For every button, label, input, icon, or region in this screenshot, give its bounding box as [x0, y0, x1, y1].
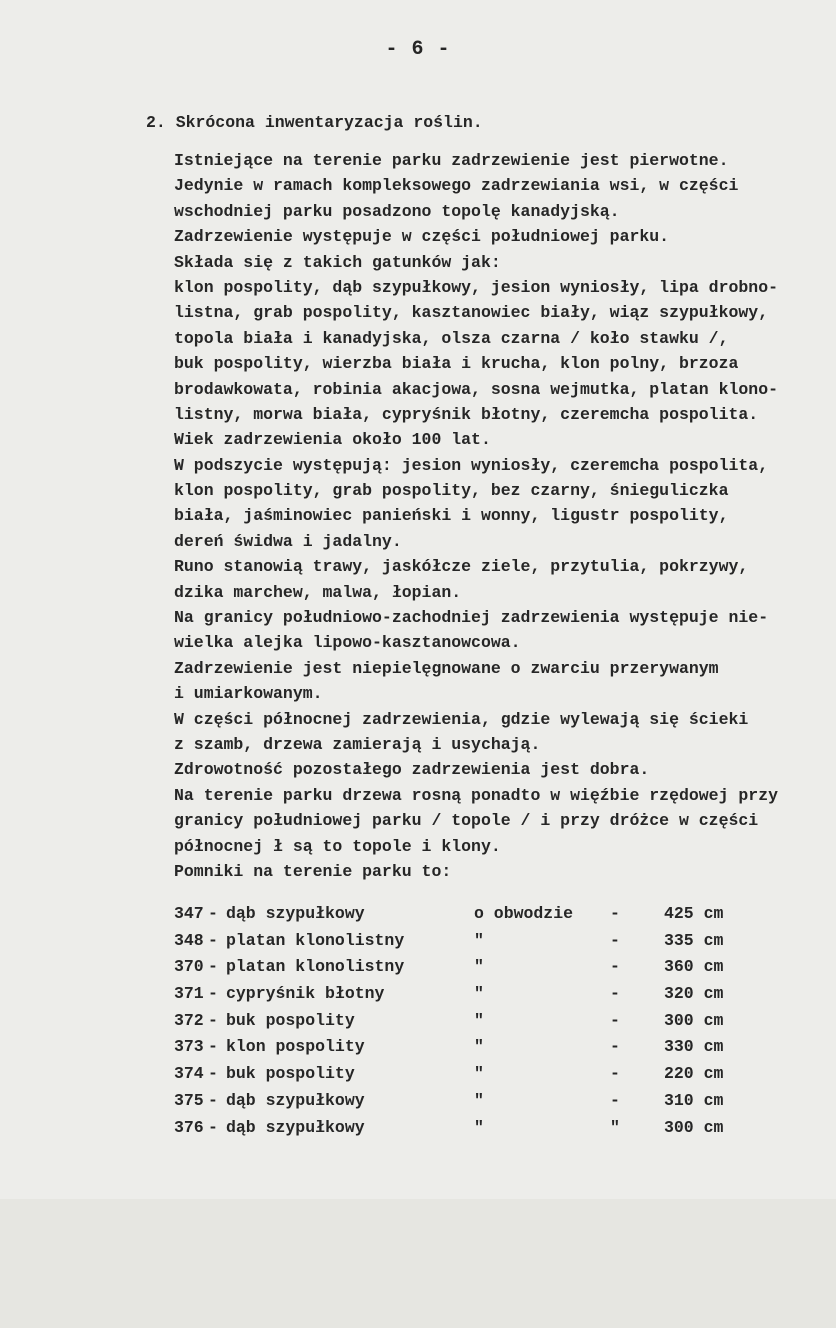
text-line: Jedynie w ramach kompleksowego zadrzewiania wsi, w części — [174, 176, 739, 196]
monument-separator: - — [610, 1064, 620, 1084]
monument-row — [174, 1061, 774, 1088]
text-line: Zdrowotność pozostałego zadrzewienia jest dobra. — [174, 760, 650, 780]
monument-species: buk pospolity — [226, 1010, 355, 1030]
monument-separator: - — [610, 1037, 620, 1057]
text-line: granicy południowej parku / topole / i przy dróżce w części — [174, 811, 759, 831]
monument-row — [174, 1034, 774, 1061]
monument-dash: - — [208, 1037, 218, 1057]
monument-species: dąb szypułkowy — [226, 1117, 365, 1137]
text-line: Na granicy południowo-zachodniej zadrzewienia występuje nie- — [174, 608, 769, 628]
monument-number: 372 — [174, 1010, 204, 1030]
text-line: północnej ł są to topole i klony. — [174, 836, 501, 856]
text-line: buk pospolity, wierzba biała i krucha, klon polny, brzoza — [174, 354, 739, 374]
monument-note: " — [474, 1090, 484, 1110]
monument-note: " — [474, 957, 484, 977]
monument-species: dąb szypułkowy — [226, 904, 365, 923]
text-line: W części północnej zadrzewienia, gdzie wylewają się ścieki — [174, 709, 749, 729]
text-line: i umiarkowanym. — [174, 684, 323, 704]
text-line: wielka alejka lipowo-kasztanowcowa. — [174, 633, 521, 653]
text-line: Zadrzewienie jest niepielęgnowane o zwarciu przerywanym — [174, 658, 719, 678]
monument-dash: - — [208, 930, 218, 950]
text-line: wschodniej parku posadzono topolę kanadyjską. — [174, 201, 620, 221]
monument-note: " — [474, 930, 484, 950]
monument-separator: - — [610, 1010, 620, 1030]
monument-dash: - — [208, 984, 218, 1004]
text-line: listny, morwa biała, cypryśnik błotny, czeremcha pospolita. — [174, 404, 759, 424]
monument-species: cypryśnik błotny — [226, 984, 385, 1004]
monument-separator: " — [610, 1117, 620, 1137]
monument-row — [174, 981, 774, 1008]
monument-number: 348 — [174, 930, 204, 950]
text-line: listna, grab pospolity, kasztanowiec biały, wiąz szypułkowy, — [174, 303, 769, 323]
section-heading: 2. Skrócona inwentaryzacja roślin. — [146, 113, 483, 132]
monument-separator: - — [610, 957, 620, 977]
monument-row — [174, 928, 774, 955]
monument-number: 347 — [174, 904, 204, 923]
body-text — [174, 148, 814, 884]
monument-separator: - — [610, 904, 620, 923]
monument-dash: - — [208, 1117, 218, 1137]
text-line: Na terenie parku drzewa rosną ponadto w więźbie rzędowej przy — [174, 785, 778, 805]
monument-row — [174, 1088, 774, 1115]
monument-dash: - — [208, 1090, 218, 1110]
monument-circumference: 300 cm — [664, 1117, 724, 1137]
monument-dash: - — [208, 1010, 218, 1030]
text-line: dereń świdwa i jadalny. — [174, 531, 402, 551]
text-line: z szamb, drzewa zamierają i usychają. — [174, 734, 541, 754]
text-line: klon pospolity, dąb szypułkowy, jesion wyniosły, lipa drobno- — [174, 277, 778, 297]
text-line: Składa się z takich gatunków jak: — [174, 252, 501, 272]
monument-number: 371 — [174, 984, 204, 1004]
monument-row — [174, 954, 774, 981]
monument-trees-list — [174, 901, 774, 1141]
monument-circumference: 330 cm — [664, 1037, 724, 1057]
monument-dash: - — [208, 957, 218, 977]
monument-circumference: 425 cm — [664, 904, 724, 923]
monument-circumference: 335 cm — [664, 930, 724, 950]
monument-circumference: 220 cm — [664, 1064, 724, 1084]
monument-dash: - — [208, 904, 218, 923]
text-line: topola biała i kanadyjska, olsza czarna / koło stawku /, — [174, 328, 729, 348]
monument-note: " — [474, 1037, 484, 1057]
monument-species: platan klonolistny — [226, 957, 405, 977]
text-line: brodawkowata, robinia akacjowa, sosna wejmutka, platan klono- — [174, 379, 778, 399]
monument-species: dąb szypułkowy — [226, 1090, 365, 1110]
text-line: Istniejące na terenie parku zadrzewienie jest pierwotne. — [174, 151, 729, 170]
monument-separator: - — [610, 984, 620, 1004]
text-line: Zadrzewienie występuje w części południowej parku. — [174, 227, 670, 247]
monument-row — [174, 1008, 774, 1035]
monument-circumference: 310 cm — [664, 1090, 724, 1110]
monument-row — [174, 901, 774, 928]
text-line: W podszycie występują: jesion wyniosły, czeremcha pospolita, — [174, 455, 769, 475]
page-number: - 6 - — [385, 38, 451, 61]
monument-row — [174, 1115, 774, 1142]
monument-circumference: 300 cm — [664, 1010, 724, 1030]
text-line: Wiek zadrzewienia około 100 lat. — [174, 430, 491, 450]
monument-number: 373 — [174, 1037, 204, 1057]
monument-note: " — [474, 1117, 484, 1137]
monument-separator: - — [610, 930, 620, 950]
monument-dash: - — [208, 1064, 218, 1084]
monument-number: 374 — [174, 1064, 204, 1084]
monument-note: " — [474, 1064, 484, 1084]
monument-note: " — [474, 1010, 484, 1030]
monument-number: 375 — [174, 1090, 204, 1110]
text-line: biała, jaśminowiec panieński i wonny, ligustr pospolity, — [174, 506, 729, 526]
monument-species: platan klonolistny — [226, 930, 405, 950]
text-line: Pomniki na terenie parku to: — [174, 861, 452, 881]
monument-note: o obwodzie — [474, 904, 574, 923]
text-line: dzika marchew, malwa, łopian. — [174, 582, 462, 602]
monument-species: klon pospolity — [226, 1037, 365, 1057]
monument-circumference: 360 cm — [664, 957, 724, 977]
text-line: klon pospolity, grab pospolity, bez czarny, śnieguliczka — [174, 481, 729, 501]
text-line: Runo stanowią trawy, jaskółcze ziele, przytulia, pokrzywy, — [174, 557, 749, 577]
monument-number: 370 — [174, 957, 204, 977]
monument-note: " — [474, 984, 484, 1004]
monument-separator: - — [610, 1090, 620, 1110]
monument-circumference: 320 cm — [664, 984, 724, 1004]
monument-species: buk pospolity — [226, 1064, 355, 1084]
monument-number: 376 — [174, 1117, 204, 1137]
